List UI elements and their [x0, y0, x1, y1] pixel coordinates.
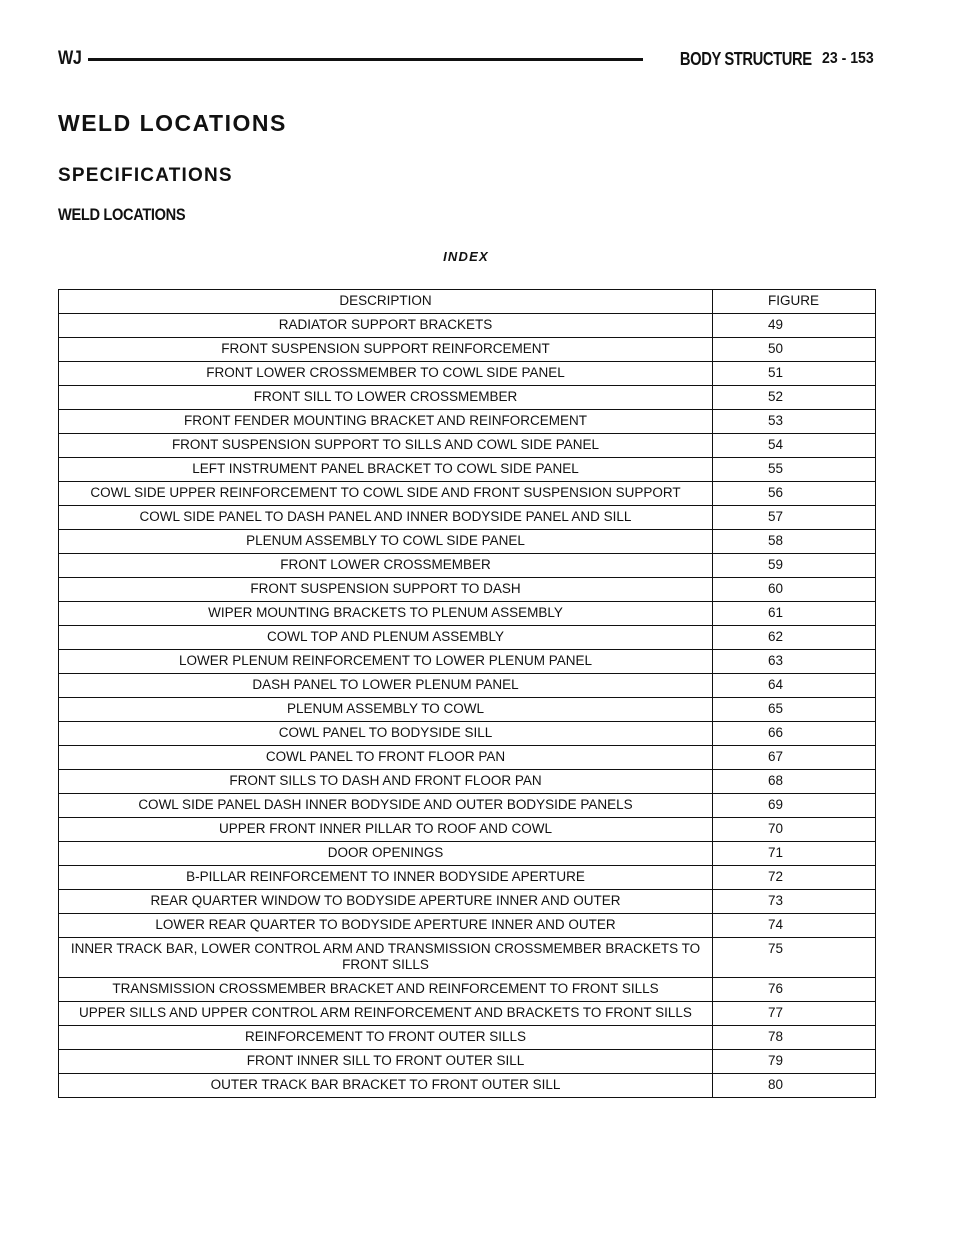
row-description: FRONT FENDER MOUNTING BRACKET AND REINFORCEMENT	[59, 410, 713, 434]
weld-index-table	[58, 289, 876, 1098]
table-row	[59, 770, 876, 794]
row-figure-number: 58	[713, 530, 876, 554]
table-row	[59, 674, 876, 698]
row-figure-number: 70	[713, 818, 876, 842]
row-figure-number: 77	[713, 1002, 876, 1026]
page-header	[58, 44, 874, 74]
row-description: PLENUM ASSEMBLY TO COWL	[59, 698, 713, 722]
row-figure-number: 73	[713, 890, 876, 914]
row-figure-number: 74	[713, 914, 876, 938]
row-description: UPPER FRONT INNER PILLAR TO ROOF AND COWL	[59, 818, 713, 842]
row-description: INNER TRACK BAR, LOWER CONTROL ARM AND TRANSMISSION CROSSMEMBER BRACKETS TO FRONT SILLS	[59, 938, 713, 978]
row-figure-number: 63	[713, 650, 876, 674]
column-header-figure: FIGURE	[713, 290, 876, 314]
row-description: REAR QUARTER WINDOW TO BODYSIDE APERTURE INNER AND OUTER	[59, 890, 713, 914]
row-figure-number: 54	[713, 434, 876, 458]
table-row	[59, 578, 876, 602]
subsection-title: WELD LOCATIONS	[58, 205, 186, 224]
row-figure-number: 56	[713, 482, 876, 506]
row-description: DOOR OPENINGS	[59, 842, 713, 866]
section-name: BODY STRUCTURE	[679, 48, 812, 69]
row-figure-number: 49	[713, 314, 876, 338]
row-description: FRONT SUSPENSION SUPPORT TO SILLS AND COWL SIDE PANEL	[59, 434, 713, 458]
table-row	[59, 794, 876, 818]
row-description: RADIATOR SUPPORT BRACKETS	[59, 314, 713, 338]
row-figure-number: 50	[713, 338, 876, 362]
table-row	[59, 818, 876, 842]
table-row	[59, 1074, 876, 1098]
row-figure-number: 65	[713, 698, 876, 722]
row-figure-number: 61	[713, 602, 876, 626]
row-description: PLENUM ASSEMBLY TO COWL SIDE PANEL	[59, 530, 713, 554]
row-figure-number: 80	[713, 1074, 876, 1098]
row-figure-number: 52	[713, 386, 876, 410]
table-row	[59, 458, 876, 482]
table-row	[59, 410, 876, 434]
table-row	[59, 1026, 876, 1050]
row-figure-number: 55	[713, 458, 876, 482]
row-figure-number: 60	[713, 578, 876, 602]
table-row	[59, 434, 876, 458]
header-rule	[88, 58, 643, 61]
row-description: COWL SIDE PANEL DASH INNER BODYSIDE AND OUTER BODYSIDE PANELS	[59, 794, 713, 818]
row-figure-number: 68	[713, 770, 876, 794]
column-header-description: DESCRIPTION	[59, 290, 713, 314]
table-row	[59, 314, 876, 338]
row-description: FRONT LOWER CROSSMEMBER	[59, 554, 713, 578]
index-label: INDEX	[443, 249, 489, 264]
model-code: WJ	[58, 48, 82, 69]
page-title: WELD LOCATIONS	[58, 110, 287, 136]
page-number: 23 - 153	[822, 50, 874, 67]
table-row	[59, 890, 876, 914]
row-figure-number: 72	[713, 866, 876, 890]
row-description: FRONT SUSPENSION SUPPORT REINFORCEMENT	[59, 338, 713, 362]
table-row	[59, 602, 876, 626]
table-row	[59, 386, 876, 410]
table-row	[59, 842, 876, 866]
row-figure-number: 62	[713, 626, 876, 650]
table-header-row	[59, 290, 876, 314]
row-description: FRONT INNER SILL TO FRONT OUTER SILL	[59, 1050, 713, 1074]
table-row	[59, 362, 876, 386]
table-row	[59, 698, 876, 722]
row-description: COWL PANEL TO BODYSIDE SILL	[59, 722, 713, 746]
row-figure-number: 57	[713, 506, 876, 530]
row-description: FRONT SILL TO LOWER CROSSMEMBER	[59, 386, 713, 410]
row-figure-number: 53	[713, 410, 876, 434]
table-row	[59, 914, 876, 938]
row-description: LOWER REAR QUARTER TO BODYSIDE APERTURE INNER AND OUTER	[59, 914, 713, 938]
table-row	[59, 650, 876, 674]
table-row	[59, 482, 876, 506]
table-row	[59, 1002, 876, 1026]
row-description: COWL SIDE PANEL TO DASH PANEL AND INNER BODYSIDE PANEL AND SILL	[59, 506, 713, 530]
table-row	[59, 866, 876, 890]
row-description: TRANSMISSION CROSSMEMBER BRACKET AND REINFORCEMENT TO FRONT SILLS	[59, 978, 713, 1002]
table-row	[59, 530, 876, 554]
row-figure-number: 71	[713, 842, 876, 866]
row-description: COWL SIDE UPPER REINFORCEMENT TO COWL SIDE AND FRONT SUSPENSION SUPPORT	[59, 482, 713, 506]
table-row	[59, 746, 876, 770]
row-figure-number: 67	[713, 746, 876, 770]
table-row	[59, 506, 876, 530]
row-figure-number: 59	[713, 554, 876, 578]
row-description: LOWER PLENUM REINFORCEMENT TO LOWER PLENUM PANEL	[59, 650, 713, 674]
table-row	[59, 722, 876, 746]
table-row	[59, 978, 876, 1002]
row-description: UPPER SILLS AND UPPER CONTROL ARM REINFORCEMENT AND BRACKETS TO FRONT SILLS	[59, 1002, 713, 1026]
row-description: COWL TOP AND PLENUM ASSEMBLY	[59, 626, 713, 650]
row-description: FRONT LOWER CROSSMEMBER TO COWL SIDE PANEL	[59, 362, 713, 386]
row-description: OUTER TRACK BAR BRACKET TO FRONT OUTER SILL	[59, 1074, 713, 1098]
row-description: COWL PANEL TO FRONT FLOOR PAN	[59, 746, 713, 770]
row-figure-number: 64	[713, 674, 876, 698]
row-figure-number: 79	[713, 1050, 876, 1074]
table-row	[59, 938, 876, 978]
section-title: SPECIFICATIONS	[58, 165, 233, 186]
table-row	[59, 1050, 876, 1074]
row-figure-number: 66	[713, 722, 876, 746]
row-description: WIPER MOUNTING BRACKETS TO PLENUM ASSEMBLY	[59, 602, 713, 626]
row-description: LEFT INSTRUMENT PANEL BRACKET TO COWL SIDE PANEL	[59, 458, 713, 482]
row-figure-number: 75	[713, 938, 876, 978]
row-figure-number: 51	[713, 362, 876, 386]
row-description: FRONT SUSPENSION SUPPORT TO DASH	[59, 578, 713, 602]
row-figure-number: 76	[713, 978, 876, 1002]
row-figure-number: 78	[713, 1026, 876, 1050]
row-description: DASH PANEL TO LOWER PLENUM PANEL	[59, 674, 713, 698]
table-row	[59, 626, 876, 650]
row-description: REINFORCEMENT TO FRONT OUTER SILLS	[59, 1026, 713, 1050]
row-description: FRONT SILLS TO DASH AND FRONT FLOOR PAN	[59, 770, 713, 794]
row-description: B-PILLAR REINFORCEMENT TO INNER BODYSIDE APERTURE	[59, 866, 713, 890]
table-row	[59, 554, 876, 578]
row-figure-number: 69	[713, 794, 876, 818]
table-row	[59, 338, 876, 362]
